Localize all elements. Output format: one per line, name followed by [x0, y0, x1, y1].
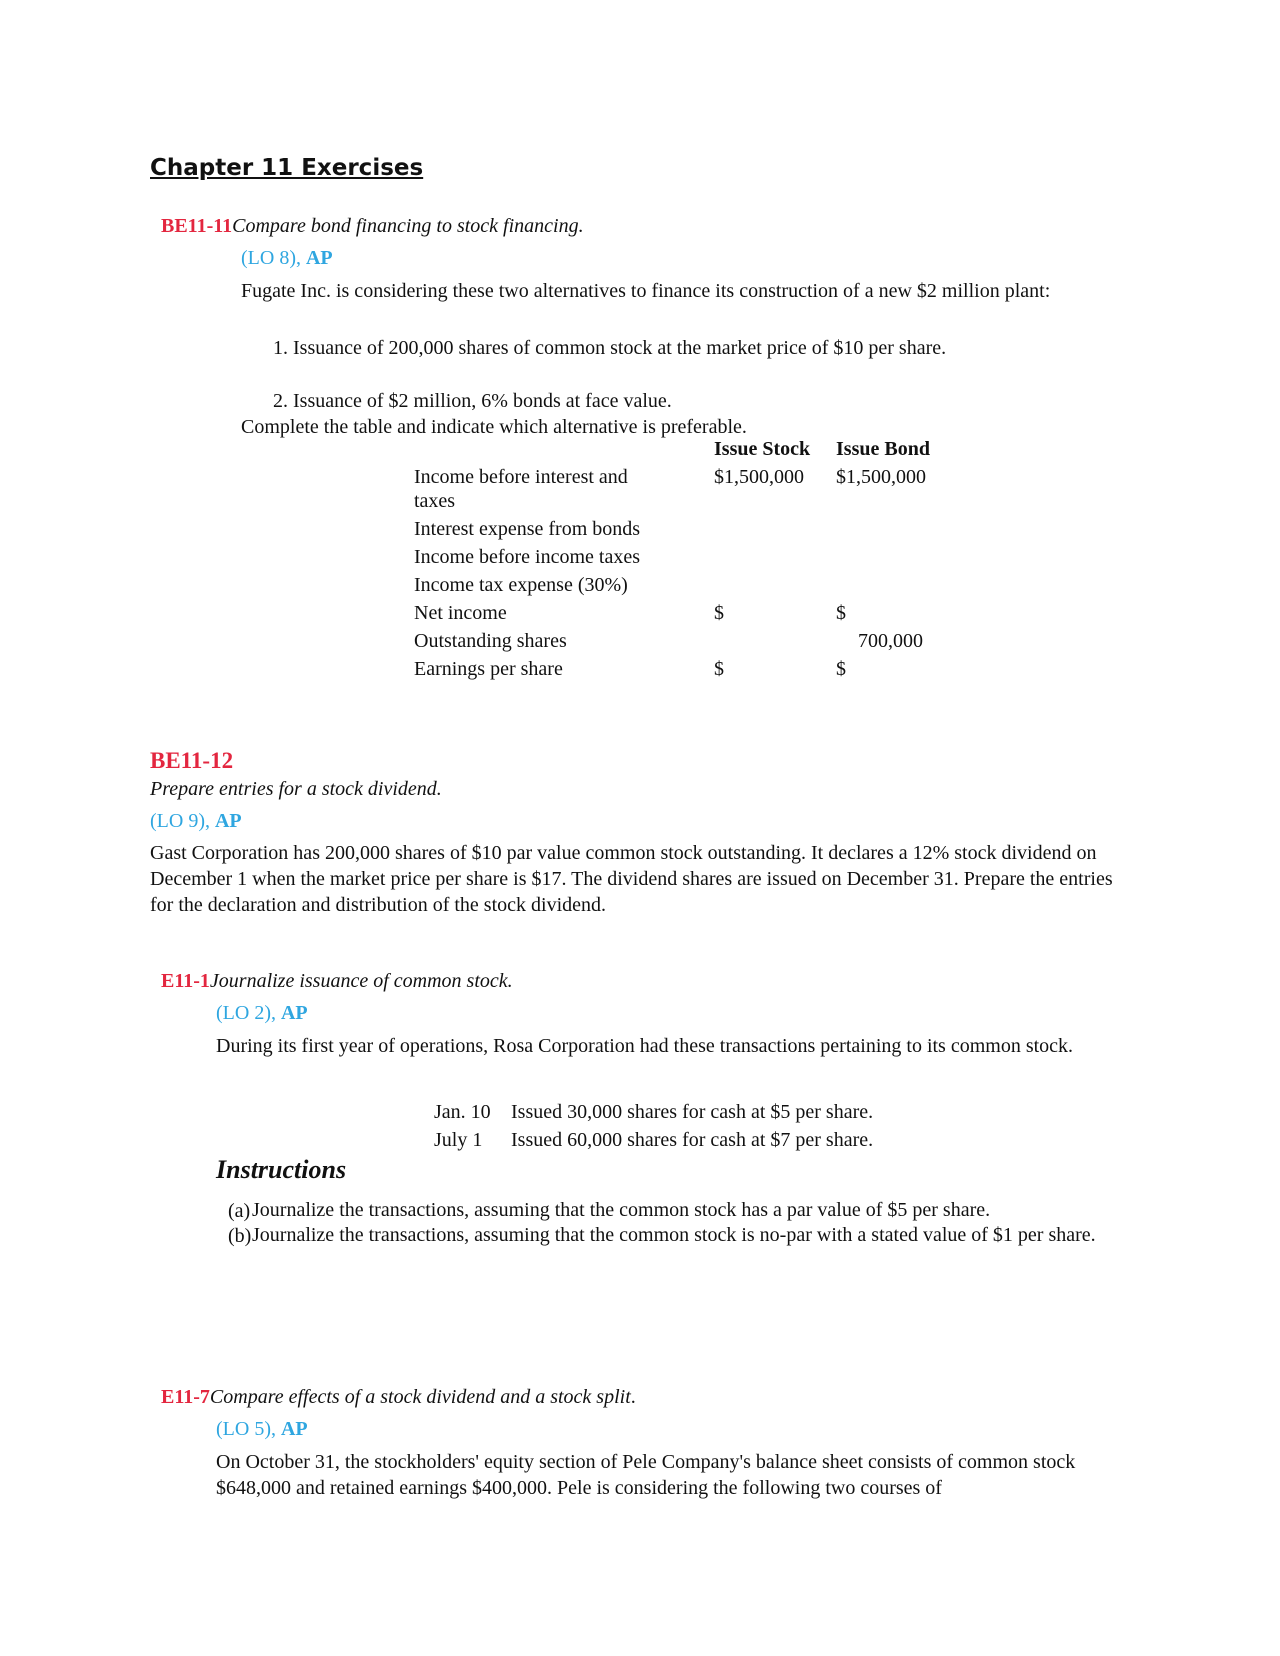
cell-bond: $1,500,000 [836, 466, 926, 488]
learning-objective [216, 1002, 308, 1025]
cell-bond [836, 573, 946, 601]
financing-table [414, 437, 946, 685]
be11-11-intro: Fugate Inc. is considering these two alternatives to finance its construction of a new $2 million plant: [241, 280, 1051, 302]
ap-label: AP [214, 810, 242, 832]
be11-12-code: BE11-12 [150, 748, 234, 773]
cell-stock [714, 573, 836, 601]
cell-bond [836, 545, 946, 573]
cell-stock: $1,500,000 [714, 466, 804, 488]
row-label: Income before income taxes [414, 546, 641, 568]
cell-bond: $ [836, 658, 846, 680]
page-title: Chapter 11 Exercises [150, 155, 424, 181]
ap-label: AP [305, 247, 333, 269]
lo-text: (LO 5), [216, 1418, 281, 1440]
exercise-title: Compare effects of a stock dividend and a stock split [209, 1386, 631, 1408]
table-row [414, 629, 946, 657]
learning-objective [216, 1418, 308, 1441]
row-label: Income tax expense (30%) [414, 574, 628, 596]
table-row [414, 657, 946, 685]
instructions-heading: Instructions [216, 1155, 347, 1184]
row-label: Outstanding shares [414, 630, 567, 652]
be11-12-title: Prepare entries for a stock dividend. [150, 778, 442, 800]
cell-stock [714, 517, 836, 545]
part-marker: (a) [228, 1200, 251, 1222]
table-row [414, 573, 946, 601]
table-row [414, 517, 946, 545]
row-label: Earnings per share [414, 658, 563, 680]
table-row [414, 465, 946, 517]
transaction-text: Issued 30,000 shares for cash at $5 per share. [511, 1101, 874, 1123]
learning-objective [241, 247, 333, 270]
row-label [414, 465, 714, 517]
column-header-issue-stock: Issue Stock [714, 438, 811, 460]
transaction-text: Issued 60,000 shares for cash at $7 per share. [511, 1129, 874, 1151]
table-row [414, 601, 946, 629]
transaction-date: July 1 [434, 1129, 483, 1151]
be11-11-instruction: Complete the table and indicate which alternative is preferable. [241, 416, 747, 438]
list-item: 2. Issuance of $2 million, 6% bonds at face value. [273, 390, 672, 412]
lo-text: (LO 2), [216, 1002, 281, 1024]
row-label-text: Income before interest and taxes [414, 466, 628, 512]
part-text: Journalize the transactions, assuming that the common stock has a par value of $5 per share. [252, 1199, 991, 1221]
exercise-code: E11-7 [161, 1386, 210, 1408]
part-marker: (b) [228, 1225, 252, 1247]
cell-bond [836, 517, 946, 545]
exercise-code: E11-1 [161, 970, 210, 992]
lo-text: (LO 9), [150, 810, 215, 832]
learning-objective [150, 810, 242, 833]
row-label: Net income [414, 602, 507, 624]
heading-period: . [630, 1386, 636, 1408]
ap-label: AP [280, 1002, 308, 1024]
cell-stock: $ [714, 602, 724, 624]
table-header-row [414, 437, 946, 465]
ap-label: AP [280, 1418, 308, 1440]
lo-text: (LO 8), [241, 247, 306, 269]
cell-stock [714, 545, 836, 573]
part-text: Journalize the transactions, assuming that the common stock is no-par with a stated value of $1 per share. [252, 1224, 1096, 1246]
e11-7-heading [161, 1386, 636, 1409]
be11-11-heading [161, 215, 584, 238]
transaction-date: Jan. 10 [434, 1101, 491, 1123]
e11-1-intro: During its first year of operations, Rosa Corporation had these transactions pertaining to its common stock. [216, 1035, 1074, 1057]
cell-stock: $ [714, 658, 724, 680]
list-item: 1. Issuance of 200,000 shares of common stock at the market price of $10 per share. [273, 337, 947, 359]
exercise-title: Journalize issuance of common stock. [209, 970, 513, 992]
cell-bond: $ [836, 602, 846, 624]
e11-7-body: On October 31, the stockholders' equity section of Pele Company's balance sheet consists of common stock $648,000 and retained earnings $400,000. Pele is considering the following two courses of [216, 1451, 1076, 1499]
exercise-code: BE11-11 [161, 215, 233, 237]
table-row [414, 545, 946, 573]
e11-1-heading [161, 970, 513, 993]
exercise-title: Compare bond financing to stock financing. [232, 215, 584, 237]
row-label: Interest expense from bonds [414, 518, 641, 540]
column-header-issue-bond: Issue Bond [836, 438, 930, 460]
cell-stock [714, 629, 836, 657]
be11-12-body: Gast Corporation has 200,000 shares of $10 par value common stock outstanding. It declares a 12% stock dividend on December 1 when the market price per share is $17. The dividend shares are issued on December 31. Prepare the entries for the declaration and distribution of the stock dividend. [150, 842, 1113, 916]
cell-bond: 700,000 [858, 630, 923, 652]
